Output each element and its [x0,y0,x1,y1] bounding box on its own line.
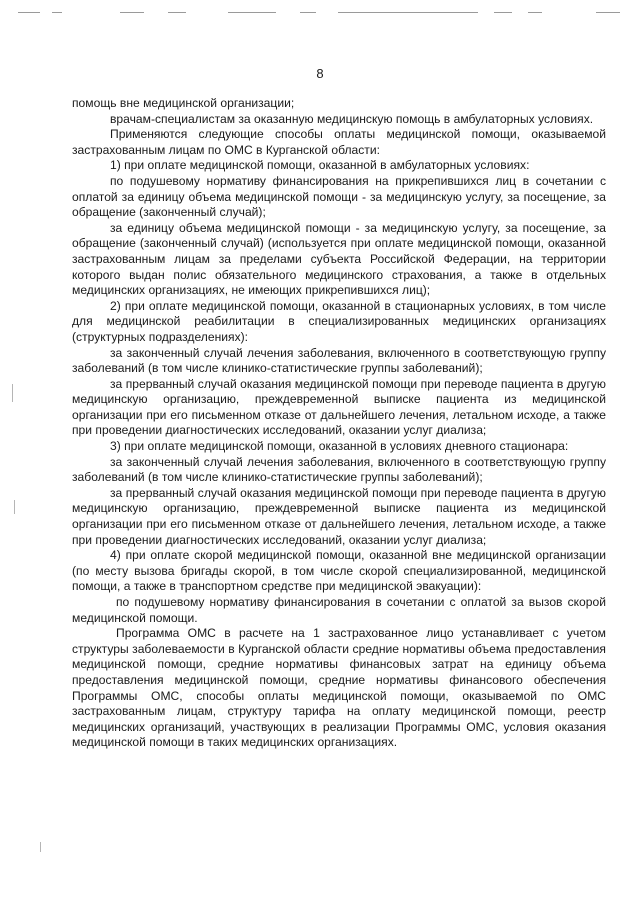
margin-scan-mark [14,500,15,514]
paragraph: за законченный случай лечения заболевания, включенного в соответствующую группу заболеваний (в том числе клинико-статистические группы заболеваний); [72,345,606,376]
paragraph: за единицу объема медицинской помощи - за медицинскую услугу, за посещение, за обращение (законченный случай) (используется при оплате медицинской помощи, оказанной застрахованным лицам за пределами субъекта Российской Федерации, на территории которого выдан полис обязательного медицинского страхования, а также в отдельных медицинских организациях, не имеющих прикрепившихся лиц); [72,220,606,298]
paragraph: 3) при оплате медицинской помощи, оказанной в условиях дневного стационара: [110,439,569,454]
scan-edge-artifact [0,10,640,16]
paragraph: за законченный случай лечения заболевания, включенного в соответствующую группу заболеваний (в том числе клинико-статистические группы заболеваний); [72,454,606,485]
margin-scan-mark [40,842,41,852]
paragraph: Применяются следующие способы оплаты медицинской помощи, оказываемой застрахованным лицам по ОМС в Курганской области: [72,127,606,157]
paragraph: 1) при оплате медицинской помощи, оказанной в амбулаторных условиях: [110,158,530,173]
page-number: 8 [316,66,324,81]
document-body [72,96,606,751]
paragraph: помощь вне медицинской организации; [72,96,295,110]
paragraph: за прерванный случай оказания медицинской помощи при переводе пациента в другую медицинскую организацию, преждевременной выписке пациента из медицинской организации при его письменном отказе от дальнейшего лечения, летальном исходе, а также при проведении диагностических исследований, оказании услуг диализа; [72,485,606,547]
paragraph: 2) при оплате медицинской помощи, оказанной в стационарных условиях, в том числе для медицинской реабилитации в специализированных медицинских организациях (структурных подразделениях): [72,298,606,344]
margin-scan-mark [12,384,13,402]
paragraph: по подушевому нормативу финансирования на прикрепившихся лиц в сочетании с оплатой за единицу объема медицинской помощи - за медицинскую услугу, за посещение, за обращение (законченный случай); [72,173,606,220]
paragraph: Программа ОМС в расчете на 1 застрахованное лицо устанавливает с учетом структуры заболеваемости в Курганской области средние нормативы объема предоставления медицинской помощи, средние нормативы финансовых затрат на единицу объема предоставления медицинской помощи, средние нормативы финансового обеспечения Программы ОМС, способы оплаты медицинской помощи, оказываемой по ОМС застрахованным лицам, структуру тарифа на оплату медицинской помощи, реестр медицинских организаций, участвующих в реализации Программы ОМС, условия оказания медицинской помощи в таких медицинских организациях. [72,626,606,750]
paragraph: по подушевому нормативу финансирования в сочетании с оплатой за вызов скорой медицинской помощи. [72,595,606,625]
paragraph: 4) при оплате скорой медицинской помощи, оказанной вне медицинской организации (по месту вызова бригады скорой, в том числе скорой специализированной, медицинской помощи, а также в транспортном средстве при медицинской эвакуации): [72,548,606,594]
paragraph: за прерванный случай оказания медицинской помощи при переводе пациента в другую медицинскую организацию, преждевременной выписке пациента из медицинской организации при его письменном отказе от дальнейшего лечения, летальном исходе, а также при проведении диагностических исследований, оказании услуг диализа; [72,376,606,438]
paragraph: врачам-специалистам за оказанную медицинскую помощь в амбулаторных условиях. [110,111,594,126]
